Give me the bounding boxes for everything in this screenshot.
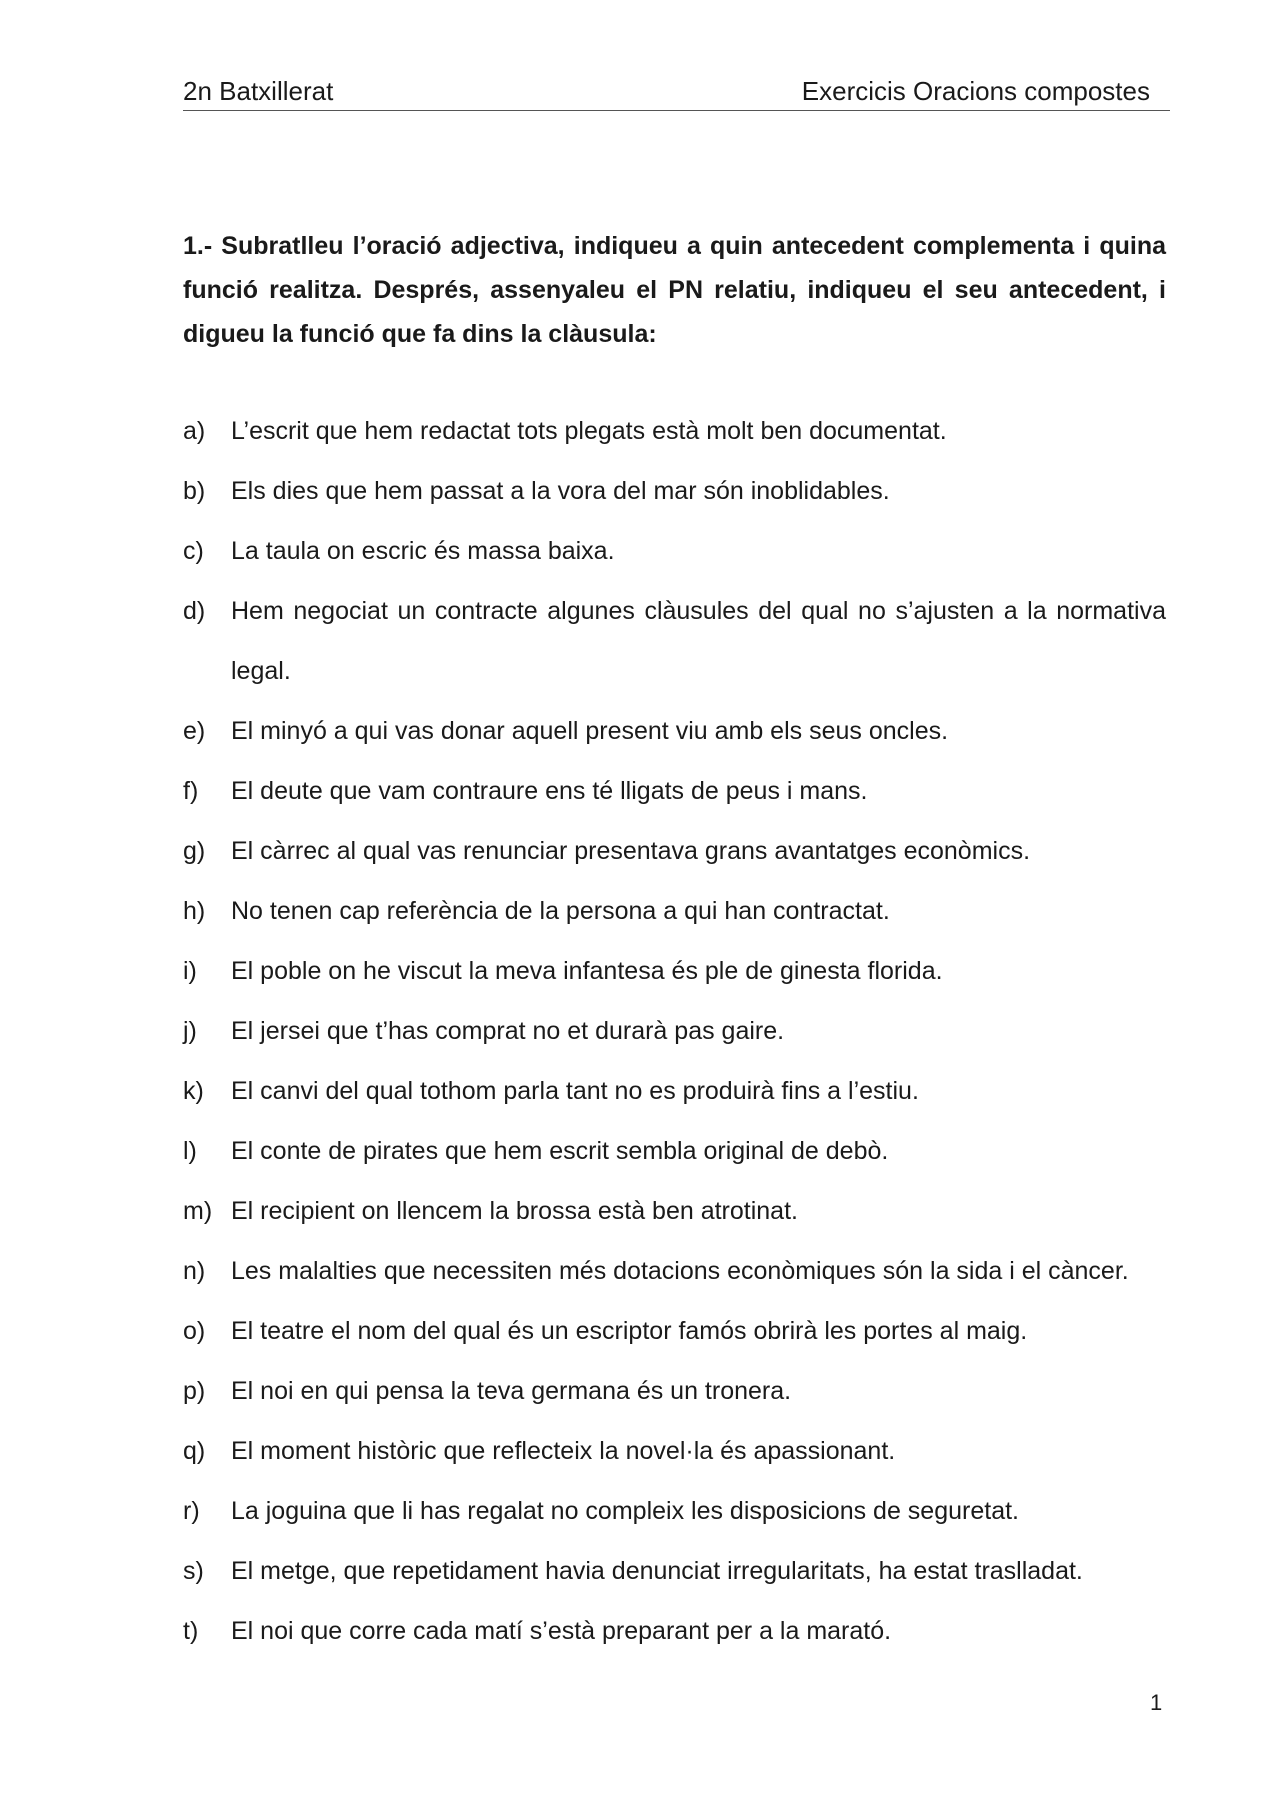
list-item xyxy=(183,941,1166,1001)
item-letter: e) xyxy=(183,717,206,745)
list-item xyxy=(183,1061,1166,1121)
item-text: El metge, que repetidament havia denunciat irregularitats, ha estat traslladat. xyxy=(231,1557,1083,1585)
item-text: El canvi del qual tothom parla tant no es produirà fins a l’estiu. xyxy=(231,1077,919,1105)
list-item xyxy=(183,461,1166,521)
item-letter: f) xyxy=(183,777,199,805)
item-text: El conte de pirates que hem escrit sembla original de debò. xyxy=(231,1137,889,1165)
item-letter: t) xyxy=(183,1617,199,1645)
item-letter: g) xyxy=(183,837,206,865)
header-title: Exercicis Oracions compostes xyxy=(801,76,1150,106)
list-item xyxy=(183,1301,1166,1361)
item-letter: b) xyxy=(183,477,206,505)
item-text: No tenen cap referència de la persona a qui han contractat. xyxy=(231,897,890,925)
item-letter: m) xyxy=(183,1197,213,1225)
item-letter: q) xyxy=(183,1437,206,1465)
item-letter: l) xyxy=(183,1137,197,1165)
item-letter: a) xyxy=(183,417,206,445)
list-item xyxy=(183,1601,1166,1661)
list-item xyxy=(183,1421,1166,1481)
item-letter: i) xyxy=(183,957,197,985)
exercise-list xyxy=(183,401,1166,1661)
item-letter: h) xyxy=(183,897,206,925)
item-text: El noi en qui pensa la teva germana és un tronera. xyxy=(231,1377,792,1405)
item-text: El poble on he viscut la meva infantesa és ple de ginesta florida. xyxy=(231,957,943,985)
item-text: El deute que vam contraure ens té lligats de peus i mans. xyxy=(231,777,868,805)
item-text: L’escrit que hem redactat tots plegats està molt ben documentat. xyxy=(231,417,947,445)
list-item xyxy=(183,821,1166,881)
item-letter: r) xyxy=(183,1497,200,1525)
item-letter: j) xyxy=(183,1017,197,1045)
list-item xyxy=(183,761,1166,821)
list-item xyxy=(183,1481,1166,1541)
list-item xyxy=(183,1361,1166,1421)
item-text: El teatre el nom del qual és un escriptor famós obrirà les portes al maig. xyxy=(231,1317,1028,1345)
item-text: El recipient on llencem la brossa està ben atrotinat. xyxy=(231,1197,798,1225)
list-item xyxy=(183,1121,1166,1181)
exercise-instruction: 1.- Subratlleu l’oració adjectiva, indiqueu a quin antecedent complementa i quina funció realitza. Després, assenyaleu el PN relatiu, indiqueu el seu antecedent, i digueu la funció que fa dins la clàusula: xyxy=(183,232,1166,348)
item-letter: n) xyxy=(183,1257,206,1285)
item-text: La joguina que li has regalat no compleix les disposicions de seguretat. xyxy=(231,1497,1019,1525)
item-letter: c) xyxy=(183,537,204,565)
list-item xyxy=(183,701,1166,761)
item-text: El moment històric que reflecteix la novel·la és apassionant. xyxy=(231,1437,896,1465)
header-course: 2n Batxillerat xyxy=(183,76,334,106)
item-text: El noi que corre cada matí s’està preparant per a la marató. xyxy=(231,1617,892,1645)
page-number: 1 xyxy=(1150,1690,1163,1715)
item-text: El jersei que t’has comprat no et durarà pas gaire. xyxy=(231,1017,785,1045)
item-letter: p) xyxy=(183,1377,206,1405)
item-text: Els dies que hem passat a la vora del mar són inoblidables. xyxy=(231,477,890,505)
list-item xyxy=(183,1241,1166,1301)
item-text: El càrrec al qual vas renunciar presentava grans avantatges econòmics. xyxy=(231,837,1031,865)
list-item xyxy=(183,881,1166,941)
list-item xyxy=(183,1541,1166,1601)
item-text: Les malalties que necessiten més dotacions econòmiques són la sida i el càncer. xyxy=(231,1257,1129,1285)
item-text: El minyó a qui vas donar aquell present viu amb els seus oncles. xyxy=(231,717,949,745)
item-letter: o) xyxy=(183,1317,206,1345)
list-item xyxy=(183,581,1166,701)
list-item xyxy=(183,401,1166,461)
item-letter: d) xyxy=(183,597,206,625)
item-text: La taula on escric és massa baixa. xyxy=(231,537,615,565)
item-letter: k) xyxy=(183,1077,204,1105)
item-text: Hem negociat un contracte algunes clàusules del qual no s’ajusten a la normativa legal. xyxy=(231,597,1166,685)
list-item xyxy=(183,1001,1166,1061)
list-item xyxy=(183,1181,1166,1241)
item-letter: s) xyxy=(183,1557,204,1585)
list-item xyxy=(183,521,1166,581)
page-header xyxy=(183,72,1170,111)
